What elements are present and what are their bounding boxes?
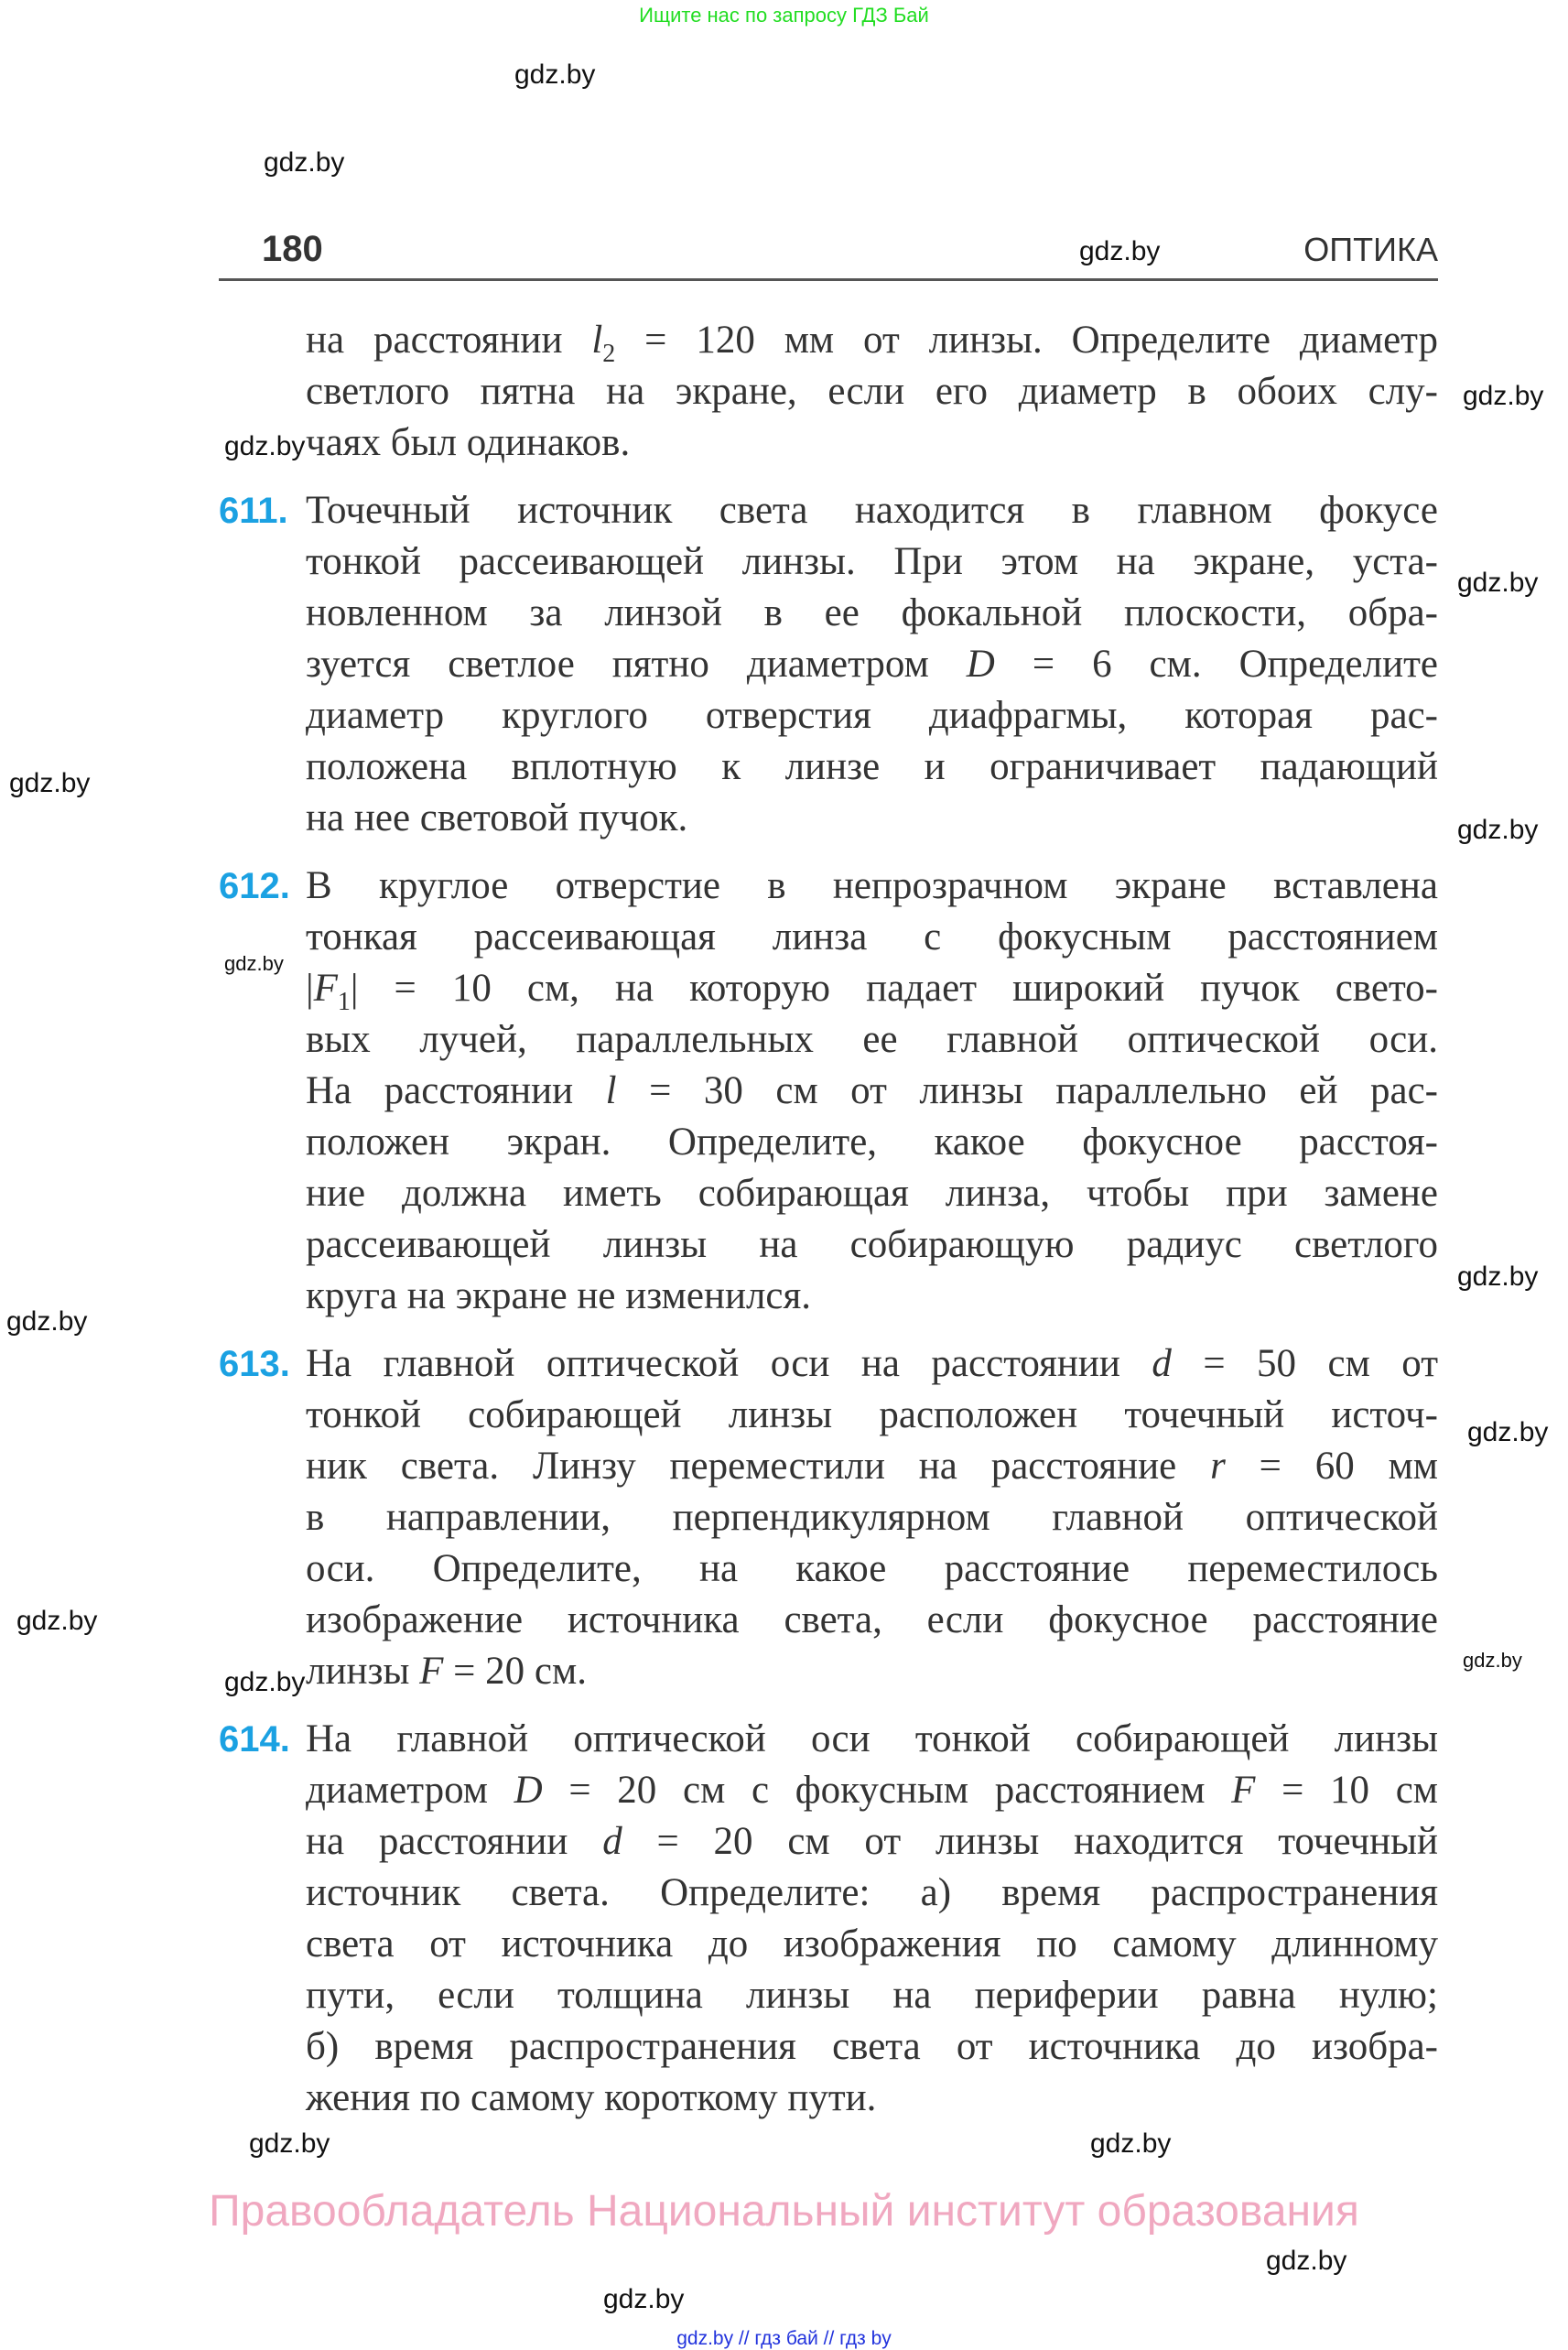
text-line: [306, 2073, 1438, 2124]
problem-number: 613.: [219, 1344, 290, 1384]
text-segment: = 10 см: [1255, 1769, 1438, 1812]
text-line: [306, 366, 1438, 417]
problem-number: 614.: [219, 1719, 290, 1760]
gdz-watermark: gdz.by: [1457, 815, 1539, 845]
text-segment: на расстоянии: [306, 1820, 603, 1863]
text-line: [306, 1014, 1438, 1066]
search-banner[interactable]: Ищите нас по запросу ГДЗ Бай: [639, 4, 929, 27]
gdz-watermark: gdz.by: [1463, 381, 1544, 411]
gdz-watermark: gdz.by: [6, 1306, 88, 1337]
bottom-links[interactable]: gdz.by // гдз бай // гдз by: [676, 2328, 892, 2349]
math-variable: [1231, 1769, 1255, 1812]
variable-subscript: 2: [602, 340, 616, 368]
problem: [219, 861, 1438, 1322]
problem-continuation: [219, 315, 1438, 469]
header-divider: [219, 278, 1438, 281]
text-line: [306, 690, 1438, 742]
text-segment: = 30 см от линзы параллельно ей рас-: [616, 1069, 1439, 1112]
text-line: [306, 1390, 1438, 1441]
text-line: [306, 639, 1438, 690]
problems-list: [219, 315, 1438, 2124]
text-segment: диаметр круглого отверстия диафрагмы, которая рас-: [306, 694, 1438, 737]
text-segment: новленном за линзой в ее фокальной плоскости, обра-: [306, 591, 1438, 634]
math-variable: [514, 1769, 543, 1812]
gdz-watermark: gdz.by: [224, 431, 306, 461]
rights-holder-notice: Правообладатель Национальный институт образования: [209, 2187, 1359, 2236]
text-segment: на расстоянии: [306, 319, 592, 362]
problem-number: 612.: [219, 866, 290, 906]
text-segment: В круглое отверстие в непрозрачном экране вставлена: [306, 864, 1438, 907]
text-segment: Точечный источник света находится в главном фокусе: [306, 489, 1438, 532]
problem: [219, 1338, 1438, 1697]
text-line: [306, 1066, 1438, 1117]
gdz-watermark: gdz.by: [9, 768, 91, 798]
variable-symbol: d: [1152, 1342, 1172, 1385]
gdz-watermark: gdz.by: [1090, 2128, 1172, 2159]
text-segment: тонкая рассеивающая линза с фокусным расстоянием: [306, 915, 1438, 958]
gdz-watermark: gdz.by: [264, 147, 345, 178]
text-line: [306, 1919, 1438, 1970]
text-segment: зуется светлое пятно диаметром: [306, 643, 967, 686]
text-segment: вых лучей, параллельных ее главной оптической оси.: [306, 1018, 1438, 1061]
text-line: [306, 793, 1438, 844]
text-line: [306, 1816, 1438, 1868]
gdz-watermark: gdz.by: [1079, 236, 1161, 266]
math-variable: [606, 1069, 617, 1112]
text-segment: диаметром: [306, 1769, 514, 1812]
text-line: [306, 912, 1438, 963]
text-segment: |: [306, 967, 314, 1010]
variable-symbol: F: [313, 967, 338, 1010]
text-segment: рассеивающей линзы на собирающую радиус светлого: [306, 1223, 1438, 1266]
math-variable: [1152, 1342, 1172, 1385]
text-line: [306, 536, 1438, 588]
text-line: [306, 1765, 1438, 1816]
text-line: [306, 742, 1438, 793]
text-line: [306, 861, 1438, 912]
gdz-watermark: gdz.by: [514, 60, 596, 90]
gdz-watermark: gdz.by: [224, 952, 284, 975]
text-segment: на нее световой пучок.: [306, 796, 688, 839]
gdz-watermark: gdz.by: [224, 1667, 306, 1697]
text-segment: света от источника до изображения по самому длинному: [306, 1922, 1438, 1966]
text-segment: тонкой рассеивающей линзы. При этом на экране, уста-: [306, 540, 1438, 583]
text-line: [306, 963, 1438, 1014]
text-segment: положена вплотную к линзе и ограничивает падающий: [306, 745, 1438, 788]
text-segment: оси. Определите, на какое расстояние переместилось: [306, 1547, 1438, 1590]
text-line: [306, 1868, 1438, 1919]
gdz-watermark: gdz.by: [1457, 568, 1539, 598]
problem: [219, 485, 1438, 844]
text-line: [306, 1168, 1438, 1219]
text-line: [306, 485, 1438, 536]
text-segment: в направлении, перпендикулярном главной оптической: [306, 1496, 1438, 1539]
section-title: ОПТИКА: [1303, 231, 1438, 268]
text-segment: = 6 см. Определите: [994, 643, 1438, 686]
math-variable: [419, 1650, 443, 1693]
page-number: 180: [262, 229, 323, 269]
variable-symbol: r: [1210, 1445, 1226, 1488]
gdz-watermark: gdz.by: [16, 1606, 98, 1636]
gdz-watermark: gdz.by: [603, 2284, 685, 2314]
variable-symbol: D: [966, 643, 995, 686]
math-variable: [602, 1820, 622, 1863]
text-segment: жения по самому короткому пути.: [306, 2076, 877, 2119]
variable-symbol: D: [514, 1769, 543, 1812]
text-segment: ние должна иметь собирающая линза, чтобы при замене: [306, 1172, 1438, 1215]
variable-symbol: F: [419, 1650, 444, 1693]
text-line: [306, 1646, 1438, 1697]
text-line: [306, 1219, 1438, 1271]
text-segment: | = 10 см, на которую падает широкий пучок свето-: [350, 967, 1438, 1010]
text-segment: изображение источника света, если фокусное расстояние: [306, 1598, 1438, 1641]
math-variable: [313, 967, 351, 1016]
variable-symbol: l: [591, 319, 603, 362]
text-line: [306, 1970, 1438, 2021]
text-segment: линзы: [306, 1650, 420, 1693]
text-segment: = 120 мм от линзы. Определите диаметр: [615, 319, 1438, 362]
text-segment: б) время распространения света от источника до изобра-: [306, 2025, 1438, 2068]
text-segment: На главной оптической оси тонкой собирающей линзы: [306, 1717, 1438, 1760]
text-line: [306, 1714, 1438, 1765]
text-line: [306, 588, 1438, 639]
variable-symbol: d: [602, 1820, 622, 1863]
text-line: [306, 417, 1438, 469]
variable-subscript: 1: [337, 988, 351, 1016]
text-segment: источник света. Определите: а) время распространения: [306, 1871, 1438, 1914]
text-segment: = 20 см.: [443, 1650, 587, 1693]
math-variable: [967, 643, 995, 686]
text-line: [306, 1595, 1438, 1646]
text-segment: = 60 мм: [1225, 1445, 1438, 1488]
text-segment: светлого пятна на экране, если его диаметр в обоих слу-: [306, 370, 1438, 413]
text-segment: = 20 см от линзы находится точечный: [622, 1820, 1439, 1863]
text-segment: тонкой собирающей линзы расположен точечный источ-: [306, 1393, 1438, 1436]
variable-symbol: l: [605, 1069, 617, 1112]
text-segment: чаях был одинаков.: [306, 421, 631, 464]
text-line: [306, 1543, 1438, 1595]
text-line: [306, 1441, 1438, 1492]
gdz-watermark: gdz.by: [1467, 1417, 1549, 1447]
gdz-watermark: gdz.by: [1457, 1262, 1539, 1292]
text-line: [306, 315, 1438, 366]
text-segment: = 20 см с фокусным расстоянием: [542, 1769, 1232, 1812]
math-variable: [591, 319, 616, 368]
text-segment: На главной оптической оси на расстоянии: [306, 1342, 1152, 1385]
math-variable: [1210, 1445, 1226, 1488]
text-line: [306, 1271, 1438, 1322]
text-segment: На расстоянии: [306, 1069, 606, 1112]
text-line: [306, 1492, 1438, 1543]
text-line: [306, 1117, 1438, 1168]
text-segment: ник света. Линзу переместили на расстояние: [306, 1445, 1211, 1488]
gdz-watermark: gdz.by: [249, 2128, 330, 2159]
text-line: [306, 2021, 1438, 2073]
gdz-watermark: gdz.by: [1463, 1649, 1522, 1672]
problem-number: 611.: [219, 491, 288, 531]
variable-symbol: F: [1231, 1769, 1256, 1812]
text-segment: пути, если толщина линзы на периферии равна нулю;: [306, 1974, 1438, 2017]
text-segment: = 50 см от: [1171, 1342, 1438, 1385]
text-segment: положен экран. Определите, какое фокусное расстоя-: [306, 1121, 1438, 1164]
gdz-watermark: gdz.by: [1266, 2246, 1347, 2276]
text-segment: круга на экране не изменился.: [306, 1274, 812, 1317]
text-line: [306, 1338, 1438, 1390]
problem: [219, 1714, 1438, 2124]
